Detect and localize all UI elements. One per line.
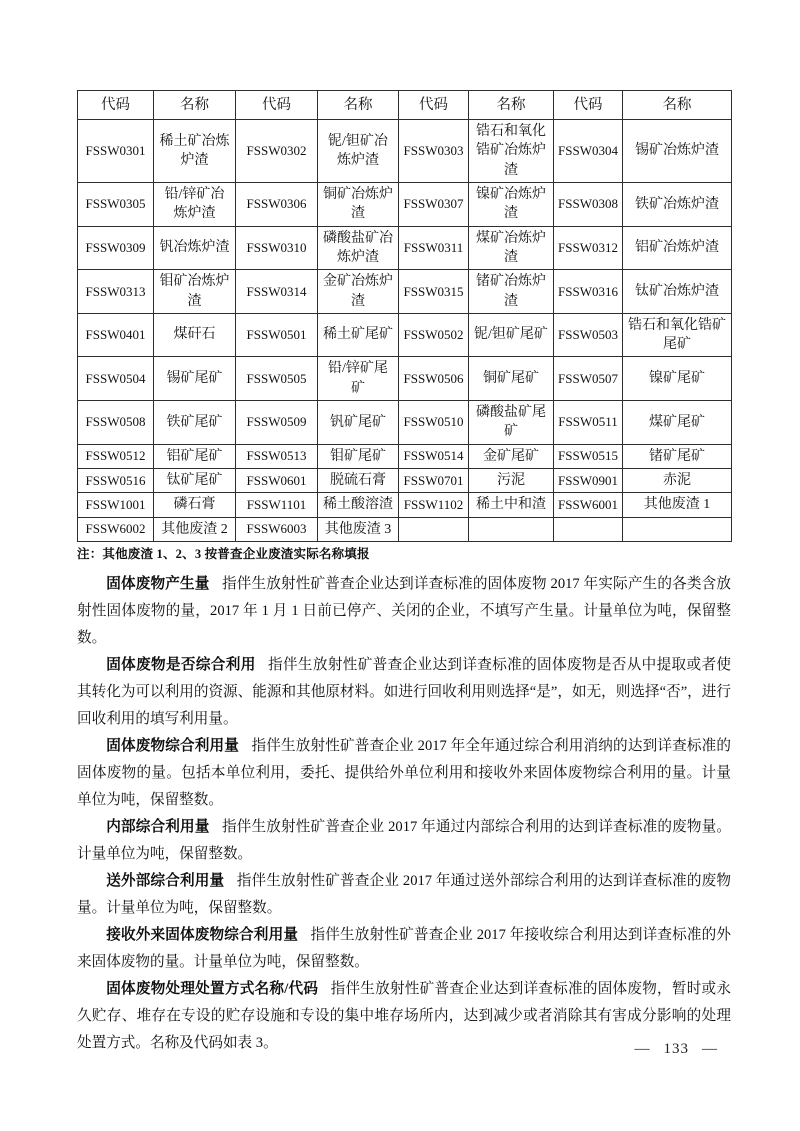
definition-paragraph [77, 814, 731, 868]
code-cell: FSSW0506 [399, 357, 469, 401]
code-cell: FSSW6002 [78, 517, 154, 541]
code-cell: FSSW0303 [399, 120, 469, 183]
name-cell: 钒冶炼炉渣 [154, 226, 236, 270]
code-cell: FSSW1101 [236, 493, 318, 517]
name-cell: 铌/钽矿冶炼炉渣 [318, 120, 399, 183]
column-header: 名称 [469, 91, 554, 120]
code-cell: FSSW0513 [236, 444, 318, 468]
table-row [78, 357, 732, 401]
definition-term: 送外部综合利用量 [106, 872, 225, 889]
page-number-left-dash: — [634, 1041, 651, 1057]
page-number-value: 133 [663, 1041, 689, 1057]
code-cell: FSSW0309 [78, 226, 154, 270]
code-cell: FSSW6003 [236, 517, 318, 541]
name-cell: 镍矿尾矿 [623, 357, 732, 401]
table-header-row [78, 91, 732, 120]
name-cell: 铜矿冶炼炉渣 [318, 182, 399, 226]
name-cell: 铅/锌矿尾矿 [318, 357, 399, 401]
name-cell: 稀土矿尾矿 [318, 313, 399, 357]
table-footnote: 注：其他废渣 1、2、3 按普查企业废渣实际名称填报 [77, 546, 370, 561]
waste-code-table [77, 90, 732, 542]
code-cell: FSSW0511 [554, 401, 623, 445]
definition-paragraph [77, 652, 731, 733]
table-body [78, 120, 732, 542]
name-cell: 磷石膏 [154, 493, 236, 517]
name-cell: 锆石和氧化锆矿尾矿 [623, 313, 732, 357]
definition-paragraph [77, 571, 731, 652]
code-cell: FSSW0315 [399, 270, 469, 314]
table-row [78, 493, 732, 517]
document-content [77, 90, 731, 1057]
page-number-right-dash: — [702, 1041, 718, 1057]
code-cell: FSSW0509 [236, 401, 318, 445]
definition-term: 固体废物是否综合利用 [106, 656, 256, 673]
table-row [78, 469, 732, 493]
name-cell: 煤矸石 [154, 313, 236, 357]
table-row [78, 120, 732, 183]
page-number [635, 1041, 719, 1058]
definition-term: 固体废物产生量 [106, 575, 210, 592]
code-cell: FSSW1001 [78, 493, 154, 517]
code-cell: FSSW0515 [554, 444, 623, 468]
code-cell: FSSW0401 [78, 313, 154, 357]
name-cell: 钛矿尾矿 [154, 469, 236, 493]
name-cell: 锡矿冶炼炉渣 [623, 120, 732, 183]
name-cell: 磷酸盐矿冶炼炉渣 [318, 226, 399, 270]
name-cell: 锗矿尾矿 [623, 444, 732, 468]
name-cell: 铜矿尾矿 [469, 357, 554, 401]
table-row [78, 401, 732, 445]
name-cell: 金矿冶炼炉渣 [318, 270, 399, 314]
definition-term: 内部综合利用量 [106, 818, 210, 835]
definition-body: 指伴生放射性矿普查企业 2017 年通过内部综合利用的达到详查标准的废物量。计量单位为吨，保留整数。 [77, 818, 731, 862]
name-cell: 其他废渣 3 [318, 517, 399, 541]
code-cell: FSSW0301 [78, 120, 154, 183]
name-cell: 金矿尾矿 [469, 444, 554, 468]
code-cell: FSSW0304 [554, 120, 623, 183]
code-cell: FSSW0307 [399, 182, 469, 226]
name-cell [623, 517, 732, 541]
definition-paragraph [77, 733, 731, 814]
code-cell: FSSW0512 [78, 444, 154, 468]
column-header: 名称 [318, 91, 399, 120]
code-cell: FSSW0314 [236, 270, 318, 314]
code-cell: FSSW0502 [399, 313, 469, 357]
code-cell: FSSW0701 [399, 469, 469, 493]
name-cell: 锗矿冶炼炉渣 [469, 270, 554, 314]
name-cell: 稀土中和渣 [469, 493, 554, 517]
definition-body: 指伴生放射性矿普查企业 2017 年全年通过综合利用消纳的达到详查标准的固体废物的量。包括本单位利用，委托、提供给外单位利用和接收外来固体废物综合利用的量。计量单位为吨，保留整数。 [77, 737, 731, 808]
definition-paragraph [77, 922, 731, 976]
name-cell: 其他废渣 2 [154, 517, 236, 541]
name-cell: 锡矿尾矿 [154, 357, 236, 401]
name-cell: 铝矿冶炼炉渣 [623, 226, 732, 270]
code-cell: FSSW0504 [78, 357, 154, 401]
code-cell: FSSW0501 [236, 313, 318, 357]
table-row [78, 226, 732, 270]
code-cell: FSSW0505 [236, 357, 318, 401]
table-row [78, 517, 732, 541]
name-cell: 污泥 [469, 469, 554, 493]
name-cell: 其他废渣 1 [623, 493, 732, 517]
name-cell: 铅/锌矿冶炼炉渣 [154, 182, 236, 226]
code-cell: FSSW0311 [399, 226, 469, 270]
code-cell: FSSW0507 [554, 357, 623, 401]
name-cell: 钛矿冶炼炉渣 [623, 270, 732, 314]
definition-paragraph [77, 976, 731, 1057]
name-cell: 钼矿尾矿 [318, 444, 399, 468]
code-cell: FSSW0508 [78, 401, 154, 445]
code-cell: FSSW0312 [554, 226, 623, 270]
code-cell: FSSW0310 [236, 226, 318, 270]
code-cell: FSSW0601 [236, 469, 318, 493]
name-cell: 稀土矿冶炼炉渣 [154, 120, 236, 183]
definition-body: 指伴生放射性矿普查企业达到详查标准的固体废物是否从中提取或者使其转化为可以利用的资源、能源和其他原材料。如进行回收利用则选择“是”，如无，则选择“否”，进行回收利用的填写利用量。 [77, 656, 731, 727]
code-cell: FSSW0305 [78, 182, 154, 226]
table-row [78, 313, 732, 357]
code-cell: FSSW0316 [554, 270, 623, 314]
column-header: 名称 [623, 91, 732, 120]
column-header: 代码 [78, 91, 154, 120]
definition-body: 指伴生放射性矿普查企业 2017 年接收综合利用达到详查标准的外来固体废物的量。计量单位为吨，保留整数。 [77, 926, 731, 970]
name-cell: 锆石和氧化锆矿冶炼炉渣 [469, 120, 554, 183]
code-cell: FSSW0308 [554, 182, 623, 226]
code-cell: FSSW0306 [236, 182, 318, 226]
name-cell [469, 517, 554, 541]
name-cell: 赤泥 [623, 469, 732, 493]
name-cell: 煤矿冶炼炉渣 [469, 226, 554, 270]
name-cell: 磷酸盐矿尾矿 [469, 401, 554, 445]
code-cell: FSSW0510 [399, 401, 469, 445]
column-header: 代码 [399, 91, 469, 120]
definition-term: 固体废物处理处置方式名称/代码 [106, 980, 319, 997]
table-row [78, 444, 732, 468]
code-cell: FSSW0514 [399, 444, 469, 468]
name-cell: 钒矿尾矿 [318, 401, 399, 445]
table-row [78, 182, 732, 226]
name-cell: 铁矿冶炼炉渣 [623, 182, 732, 226]
code-cell: FSSW1102 [399, 493, 469, 517]
definition-body: 指伴生放射性矿普查企业 2017 年通过送外部综合利用的达到详查标准的废物量。计量单位为吨，保留整数。 [77, 872, 731, 916]
code-cell: FSSW0503 [554, 313, 623, 357]
code-cell: FSSW6001 [554, 493, 623, 517]
name-cell: 镍矿冶炼炉渣 [469, 182, 554, 226]
column-header: 名称 [154, 91, 236, 120]
name-cell: 钼矿冶炼炉渣 [154, 270, 236, 314]
name-cell: 稀土酸溶渣 [318, 493, 399, 517]
code-cell [399, 517, 469, 541]
code-cell [554, 517, 623, 541]
definition-body: 指伴生放射性矿普查企业达到详查标准的固体废物，暂时或永久贮存、堆存在专设的贮存设施和专设的集中堆存场所内，达到减少或者消除其有害成分影响的处理处置方式。名称及代码如表 3。 [77, 980, 731, 1051]
definition-term: 接收外来固体废物综合利用量 [106, 926, 299, 943]
definition-term: 固体废物综合利用量 [106, 737, 240, 754]
name-cell: 铌/钽矿尾矿 [469, 313, 554, 357]
name-cell: 脱硫石膏 [318, 469, 399, 493]
code-cell: FSSW0313 [78, 270, 154, 314]
name-cell: 铁矿尾矿 [154, 401, 236, 445]
code-cell: FSSW0901 [554, 469, 623, 493]
definition-paragraph [77, 868, 731, 922]
definitions-section [77, 571, 731, 1057]
name-cell: 铝矿尾矿 [154, 444, 236, 468]
table-row [78, 270, 732, 314]
code-cell: FSSW0302 [236, 120, 318, 183]
definition-body: 指伴生放射性矿普查企业达到详查标准的固体废物 2017 年实际产生的各类含放射性固体废物的量，2017 年 1 月 1 日前已停产、关闭的企业，不填写产生量。计量单位为吨，保留整数。 [77, 575, 731, 646]
column-header: 代码 [554, 91, 623, 120]
code-cell: FSSW0516 [78, 469, 154, 493]
name-cell: 煤矿尾矿 [623, 401, 732, 445]
column-header: 代码 [236, 91, 318, 120]
